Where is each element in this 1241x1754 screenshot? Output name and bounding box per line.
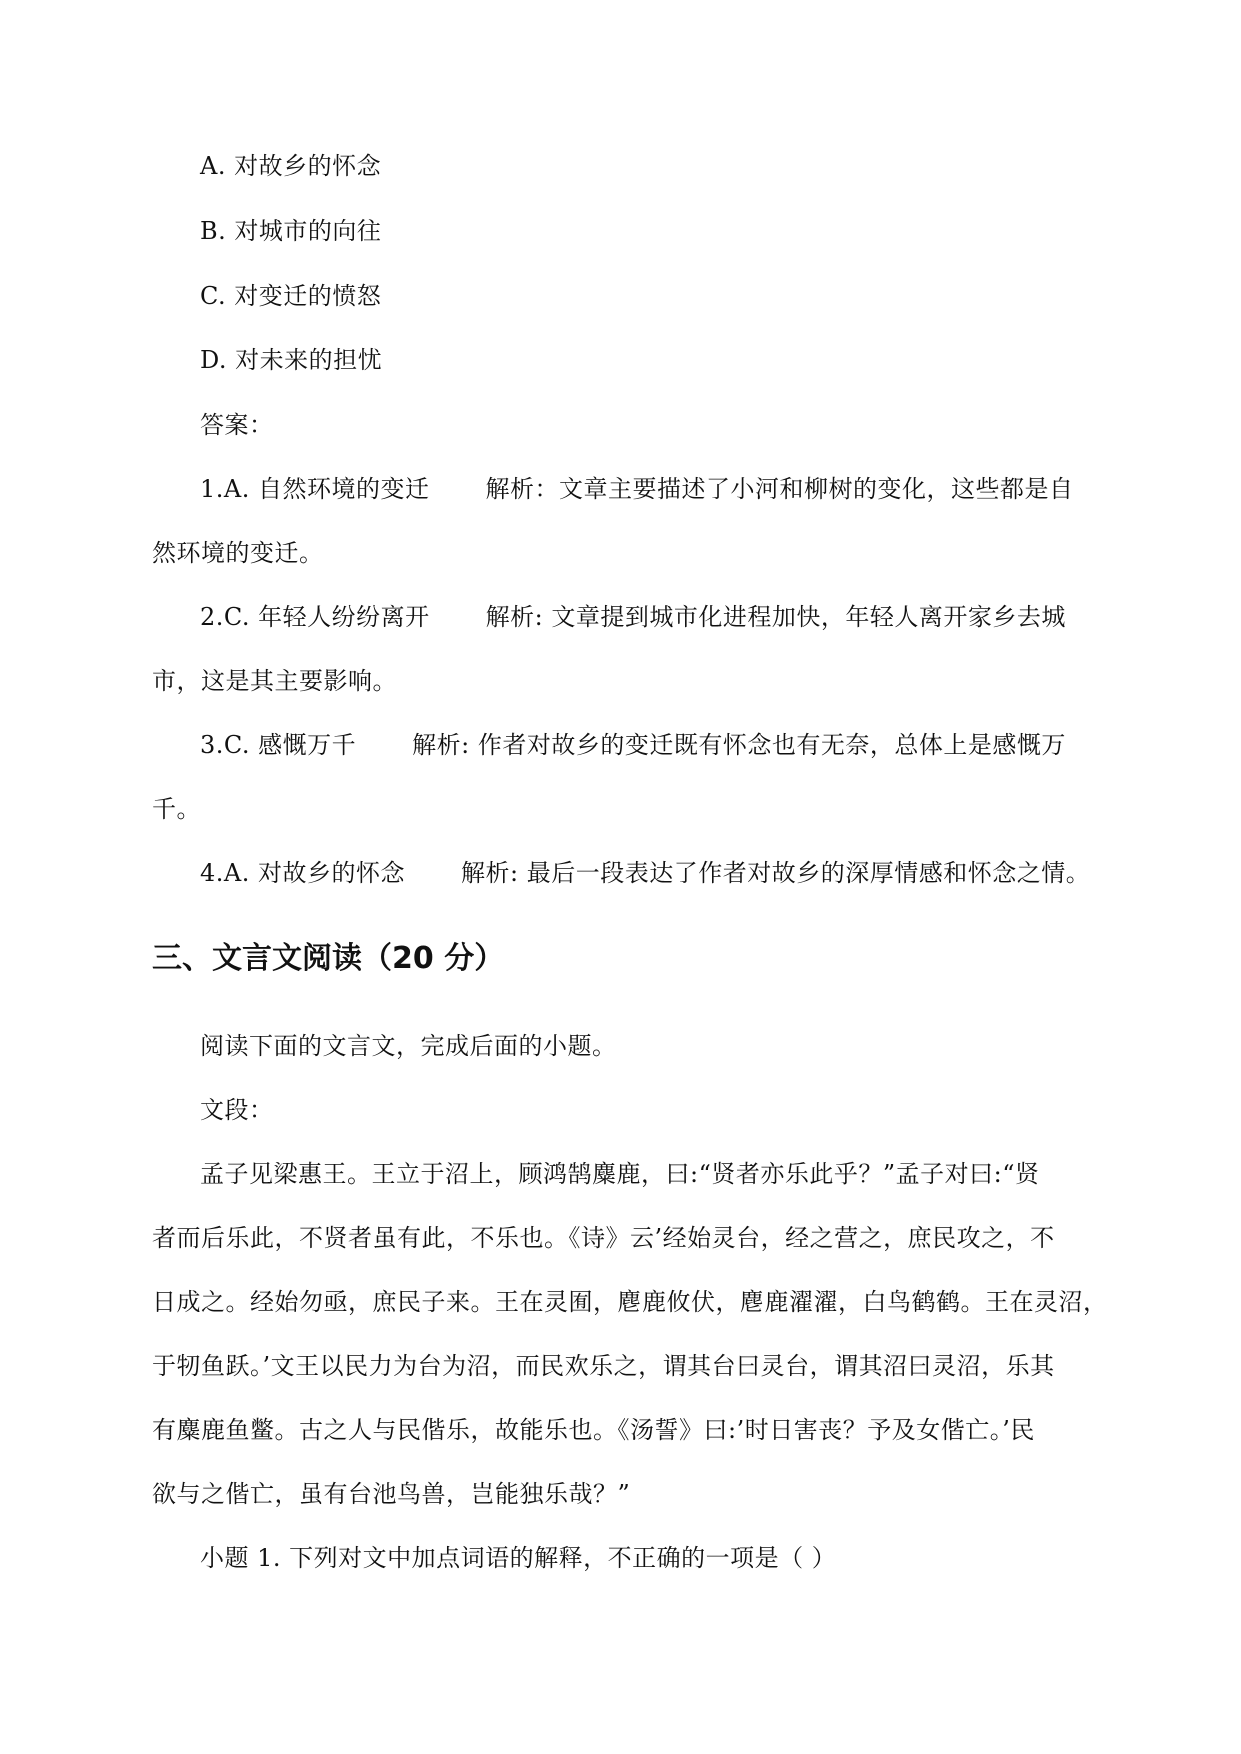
- question-1: 小题 1. 下列对文中加点词语的解释，不正确的一项是（ ）: [200, 1544, 837, 1572]
- passage-line-2: 者而后乐此，不贤者虽有此，不乐也。《诗》云’经始灵台，经之营之，庶民攻之，不: [152, 1224, 1055, 1252]
- answer-1-continuation: 然环境的变迁。: [152, 539, 324, 567]
- section-title: 三、文言文阅读（20 分）: [152, 941, 505, 976]
- option-d: D. 对未来的担忧: [200, 346, 383, 374]
- answer-1-explanation: 解析：文章主要描述了小河和柳树的变化，这些都是自: [485, 475, 1074, 503]
- answer-2-explanation: 解析: 文章提到城市化进程加快，年轻人离开家乡去城: [485, 603, 1066, 631]
- answer-2-choice: 2.C. 年轻人纷纷离开: [200, 603, 430, 631]
- answer-3-continuation: 千。: [152, 795, 201, 823]
- answer-4-choice: 4.A. 对故乡的怀念: [200, 859, 405, 887]
- answer-label: 答案：: [200, 411, 274, 439]
- passage-line-5: 有麋鹿鱼鳖。古之人与民偕乐，故能乐也。《汤誓》曰:’时日害丧？予及女偕亡。’民: [152, 1416, 1035, 1444]
- passage-line-1: 孟子见梁惠王。王立于沼上，顾鸿鹄麋鹿，曰:“贤者亦乐此乎？”孟子对曰:“贤: [200, 1160, 1040, 1188]
- passage-line-6: 欲与之偕亡，虽有台池鸟兽，岂能独乐哉？”: [152, 1480, 631, 1508]
- answer-1-choice: 1.A. 自然环境的变迁: [200, 475, 430, 503]
- passage-label: 文段：: [200, 1096, 274, 1124]
- section-instruction: 阅读下面的文言文，完成后面的小题。: [200, 1032, 617, 1060]
- option-a: A. 对故乡的怀念: [200, 152, 382, 180]
- answer-3-choice: 3.C. 感慨万千: [200, 731, 357, 759]
- option-c: C. 对变迁的愤怒: [200, 282, 382, 310]
- passage-line-4: 于牣鱼跃。’文王以民力为台为沼，而民欢乐之，谓其台曰灵台，谓其沼曰灵沼，乐其: [152, 1352, 1055, 1380]
- answer-4: [200, 857, 1090, 889]
- option-b: B. 对城市的向往: [200, 217, 382, 245]
- answer-3: [200, 729, 1066, 761]
- answer-1: [200, 473, 1074, 505]
- answer-2-continuation: 市，这是其主要影响。: [152, 667, 397, 695]
- passage-line-3: 日成之。经始勿亟，庶民子来。王在灵囿，麀鹿攸伏，麀鹿濯濯，白鸟鹤鹤。王在灵沼，: [152, 1288, 1108, 1316]
- answer-3-explanation: 解析: 作者对故乡的变迁既有怀念也有无奈，总体上是感慨万: [412, 731, 1066, 759]
- answer-2: [200, 601, 1066, 633]
- answer-4-explanation: 解析: 最后一段表达了作者对故乡的深厚情感和怀念之情。: [461, 859, 1091, 887]
